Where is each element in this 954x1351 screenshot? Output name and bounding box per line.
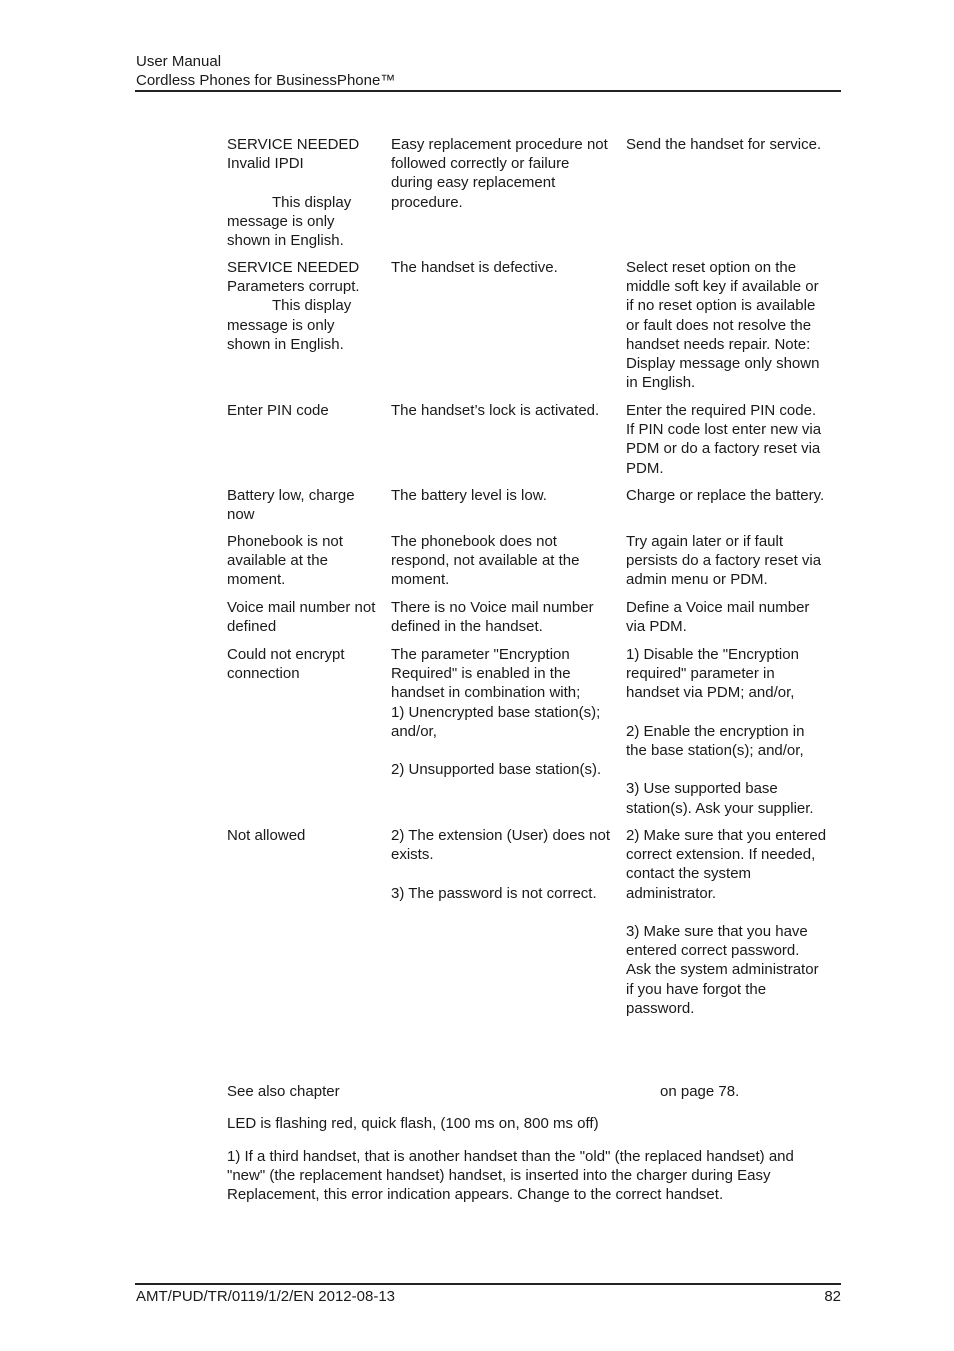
- action-text: handset via PDM; and/or,: [626, 684, 795, 702]
- footnote-line: 1) If a third handset, that is another handset than the "old" (the replaced handset) and: [227, 1148, 794, 1165]
- action-text: 1) Disable the "Encryption: [626, 646, 799, 663]
- error-text: SERVICE NEEDED: [227, 259, 360, 276]
- table-row-4-action: [626, 486, 841, 505]
- header-rule: [135, 90, 841, 92]
- table-row-5-cause: [391, 532, 623, 590]
- cause-text: respond, not available at the: [391, 552, 580, 570]
- action-text: station(s). Ask your supplier.: [626, 799, 814, 817]
- action-text: contact the system: [626, 865, 752, 883]
- error-text: Enter PIN code: [227, 402, 329, 419]
- footnote-line: Replacement, this error indication appears. Change to the correct handset.: [227, 1186, 724, 1204]
- cause-text: and/or,: [391, 722, 437, 740]
- action-text: entered correct password.: [626, 942, 800, 960]
- error-text: Phonebook is not: [227, 533, 343, 550]
- footnote-line: "new" (the replacement handset) handset, is inserted into the charger during Easy: [227, 1167, 771, 1185]
- action-text: PDM or do a factory reset via: [626, 440, 821, 458]
- action-text: Ask the system administrator: [626, 961, 819, 979]
- table-row-1-action: [626, 135, 841, 154]
- error-text: moment.: [227, 571, 286, 589]
- page-number: 82: [824, 1288, 841, 1305]
- cause-text: Required" is enabled in the: [391, 665, 571, 683]
- cause-text: 2) The extension (User) does not: [391, 827, 611, 844]
- table-row-4-cause: [391, 486, 623, 505]
- see-also-prefix: See also chapter: [227, 1083, 340, 1100]
- table-row-8-action: [626, 826, 841, 1018]
- error-text: available at the: [227, 552, 328, 570]
- error-text: Voice mail number not: [227, 599, 376, 616]
- cause-text: defined in the handset.: [391, 618, 543, 636]
- table-row-5-error: [227, 532, 387, 590]
- error-text: Invalid IPDI: [227, 155, 304, 173]
- cause-text: The parameter "Encryption: [391, 646, 570, 663]
- table-row-6-error: [227, 598, 387, 636]
- note-text: message is only: [227, 316, 335, 334]
- action-text: administrator.: [626, 884, 717, 902]
- footer-rule: [135, 1283, 841, 1285]
- error-text: now: [227, 506, 255, 524]
- table-row-2-error: [227, 258, 387, 354]
- document-id: AMT/PUD/TR/0119/1/2/EN 2012-08-13: [136, 1288, 396, 1305]
- cause-text: procedure.: [391, 193, 463, 211]
- action-text: Enter the required PIN code.: [626, 402, 817, 419]
- action-text: Charge or replace the battery.: [626, 487, 825, 504]
- action-text: Define a Voice mail number: [626, 599, 810, 616]
- note-text: This display: [272, 297, 352, 315]
- error-text: connection: [227, 665, 300, 683]
- action-text: 2) Enable the encryption in: [626, 722, 805, 740]
- action-text: 3) Make sure that you have: [626, 923, 808, 940]
- footnote: [227, 1147, 841, 1205]
- note-text: shown in English.: [227, 232, 344, 249]
- action-text: in English.: [626, 374, 696, 392]
- action-text: handset needs repair. Note:: [626, 335, 811, 353]
- cause-text: 3) The password is not correct.: [391, 884, 597, 902]
- table-row-5-action: [626, 532, 841, 590]
- action-text: if no reset option is available: [626, 297, 816, 315]
- action-text: Send the handset for service.: [626, 136, 822, 153]
- action-text: persists do a factory reset via: [626, 552, 822, 570]
- table-row-4-error: [227, 486, 387, 524]
- action-text: Try again later or if fault: [626, 533, 784, 550]
- error-text: Battery low, charge: [227, 487, 355, 504]
- error-text: Parameters corrupt.: [227, 278, 360, 296]
- action-text: PDM.: [626, 459, 664, 477]
- note-text: This display: [272, 193, 352, 211]
- table-row-6-action: [626, 598, 841, 636]
- action-text: or fault does not resolve the: [626, 316, 812, 334]
- table-row-3-cause: [391, 401, 623, 420]
- table-row-1-error: [227, 135, 387, 250]
- cause-text: moment.: [391, 571, 450, 589]
- cause-text: followed correctly or failure: [391, 155, 570, 173]
- error-text: Not allowed: [227, 827, 306, 844]
- cause-text: The phonebook does not: [391, 533, 557, 550]
- action-text: 2) Make sure that you entered: [626, 827, 827, 844]
- cause-text: during easy replacement: [391, 174, 556, 192]
- action-text: admin menu or PDM.: [626, 571, 768, 589]
- cause-text: The handset’s lock is activated.: [391, 402, 600, 419]
- table-row-3-action: [626, 401, 841, 478]
- cause-text: The battery level is low.: [391, 487, 547, 504]
- action-text: If PIN code lost enter new via: [626, 421, 822, 439]
- action-text: the base station(s); and/or,: [626, 742, 804, 759]
- cause-text: Easy replacement procedure not: [391, 136, 608, 153]
- table-row-6-cause: [391, 598, 623, 636]
- error-text: defined: [227, 618, 277, 636]
- table-row-3-error: [227, 401, 387, 420]
- action-text: required" parameter in: [626, 665, 775, 683]
- table-row-2-action: [626, 258, 841, 392]
- cause-text: 2) Unsupported base station(s).: [391, 761, 602, 779]
- error-text: SERVICE NEEDED: [227, 136, 360, 153]
- note-text: message is only: [227, 212, 335, 230]
- cause-text: The handset is defective.: [391, 259, 558, 276]
- action-text: correct extension. If needed,: [626, 846, 816, 864]
- table-row-7-cause: [391, 645, 623, 779]
- cause-text: 1) Unencrypted base station(s);: [391, 703, 601, 721]
- table-row-2-cause: [391, 258, 623, 277]
- header-subtitle: Cordless Phones for BusinessPhone™: [136, 72, 396, 89]
- table-row-7-action: [626, 645, 841, 818]
- action-text: password.: [626, 999, 695, 1017]
- table-row-7-error: [227, 645, 387, 683]
- action-text: if you have forgot the: [626, 980, 767, 998]
- error-text: Could not encrypt: [227, 646, 345, 663]
- action-text: Display message only shown: [626, 355, 820, 373]
- action-text: middle soft key if available or: [626, 278, 819, 296]
- table-row-1-cause: [391, 135, 623, 212]
- cause-text: exists.: [391, 846, 434, 864]
- note-text: shown in English.: [227, 335, 344, 353]
- see-also-suffix: on page 78.: [660, 1083, 740, 1100]
- action-text: Select reset option on the: [626, 259, 797, 276]
- table-row-8-error: [227, 826, 387, 845]
- action-text: via PDM.: [626, 618, 687, 636]
- cause-text: handset in combination with;: [391, 684, 581, 702]
- cause-text: There is no Voice mail number: [391, 599, 594, 616]
- action-text: 3) Use supported base: [626, 780, 778, 798]
- led-note: LED is flashing red, quick flash, (100 ms on, 800 ms off): [227, 1115, 599, 1132]
- header-title: User Manual: [136, 53, 222, 70]
- table-row-8-cause: [391, 826, 623, 903]
